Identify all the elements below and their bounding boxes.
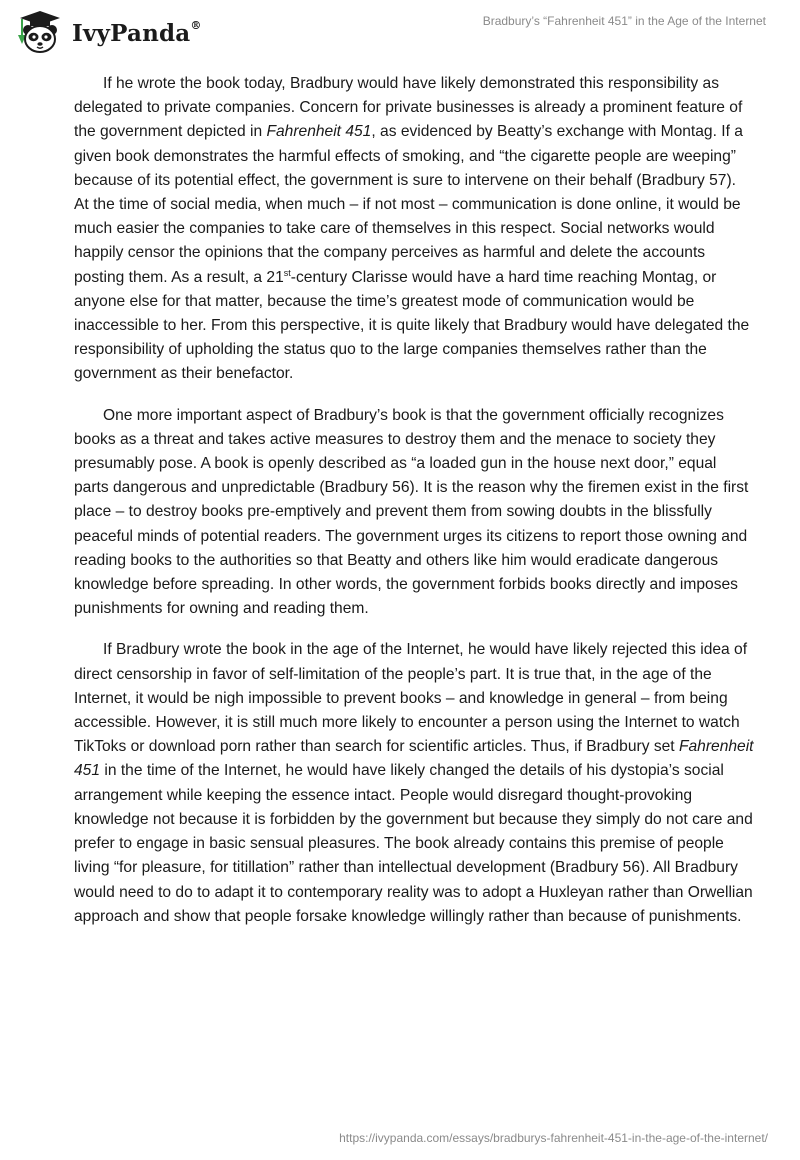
brand-logo[interactable] <box>14 10 202 54</box>
book-title-italic: Fahrenheit 451 <box>74 738 754 780</box>
registered-mark: ® <box>190 18 202 32</box>
source-url-link[interactable]: https://ivypanda.com/essays/bradburys-fahrenheit-451-in-the-age-of-the-internet/ <box>339 1131 768 1145</box>
paragraph-1: If he wrote the book today, Bradbury would have likely demonstrated this responsibility as delegated to private companies. Concern for private businesses is already a prominent feature of the government depicted in Fahrenheit 451, as evidenced by Beatty’s exchange with Montag. If a given book demonstrates the harmful effects of smoking, and “the cigarette people are weeping” because of its potential effect, the government is sure to intervene on their behalf (Bradbury 57). At the time of social media, when much – if not most – communication is done online, it would be much easier the companies to take care of themselves in this respect. Social networks would happily censor the opinions that the company perceives as harmful and delete the accounts posting them. As a result, a 21st-century Clarisse would have a hard time reaching Montag, or anyone else for that matter, because the time’s greatest mode of communication would be inaccessible to her. From this perspective, it is quite likely that Bradbury would have delegated the responsibility of upholding the status quo to the large companies themselves rather than the government as their benefactor. <box>74 75 750 383</box>
ordinal-superscript: st <box>283 267 291 278</box>
brand-name: IvyPanda® <box>72 18 202 47</box>
page-header <box>0 0 800 70</box>
panda-graduation-cap-logo-icon <box>14 10 66 54</box>
document-title: Bradbury’s “Fahrenheit 451” in the Age of the Internet <box>482 14 766 28</box>
paragraph-2: One more important aspect of Bradbury’s book is that the government officially recognizes books as a threat and takes active measures to destroy them and the menace to society they presumably pose. A book is openly described as “a loaded gun in the house next door,” equal parts dangerous and unpredictable (Bradbury 56). It is the reason why the firemen exist in the first place – to destroy books pre-emptively and prevent them from sowing doubts in the blissfully peaceful minds of potential readers. The government urges its citizens to report those owning and reading books to the authorities so that Beatty and others like him would eradicate dangerous knowledge before spreading. In other words, the government forbids books directly and imposes punishments for owning and reading them. <box>74 406 749 618</box>
essay-body <box>74 72 754 946</box>
paragraph-3: If Bradbury wrote the book in the age of the Internet, he would have likely rejected this idea of direct censorship in favor of self-limitation of the people’s part. It is true that, in the age of the Internet, it would be nigh impossible to prevent books – and knowledge in general – from being accessible. However, it is still much more likely to encounter a person using the Internet to watch TikToks or download porn rather than search for scientific articles. Thus, if Bradbury set Fahrenheit 451 in the time of the Internet, he would have likely changed the details of his dystopia’s social arrangement while keeping the essence intact. People would disregard thought-provoking knowledge not because it is forbidden by the government but because they simply do not care and prefer to engage in basic sensual pleasures. The book already contains this premise of people living “for pleasure, for titillation” rather than intellectual development (Bradbury 56). All Bradbury would need to do to adapt it to contemporary reality was to adopt a Huxleyan rather than Orwellian approach and show that people forsake knowledge willingly rather than because of punishments. <box>74 641 754 925</box>
book-title-italic: Fahrenheit 451 <box>266 123 372 141</box>
